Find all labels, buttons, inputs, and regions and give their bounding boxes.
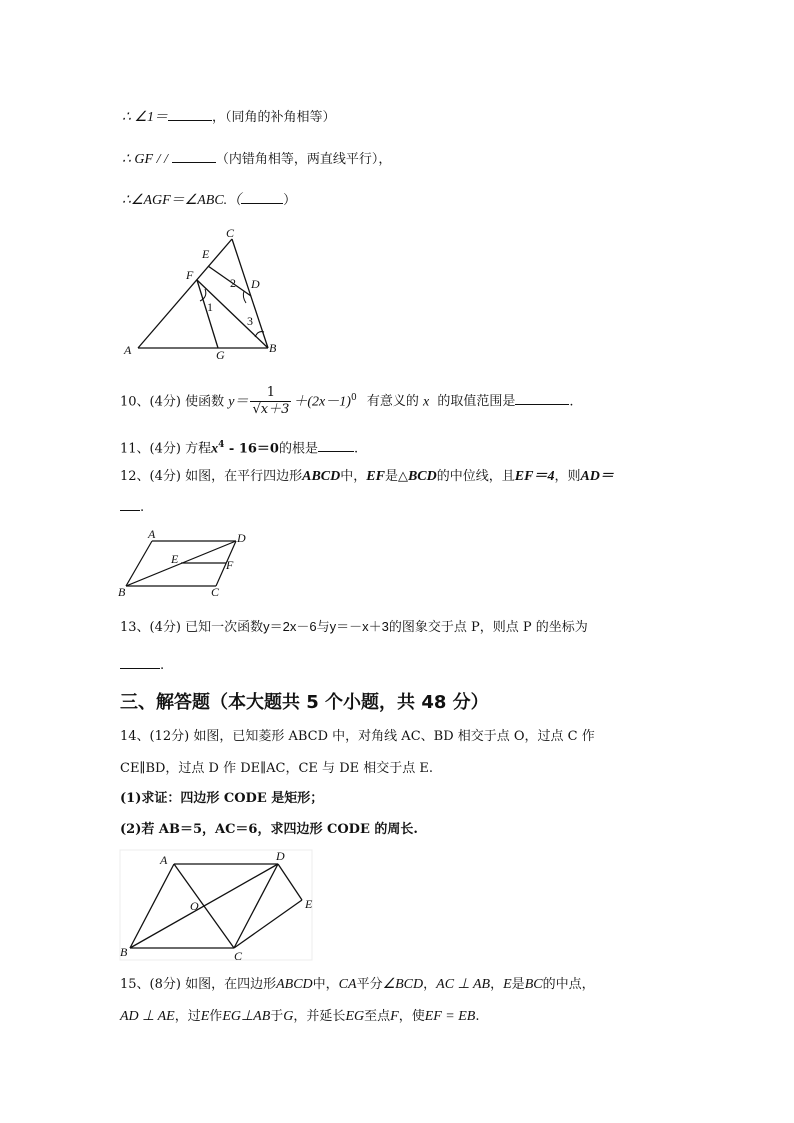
- point-label: B: [118, 585, 126, 599]
- point-label: A: [148, 527, 156, 541]
- sqrt-icon: √: [252, 402, 261, 418]
- question-15-line-1: 15、(8分) 如图，在四边形ABCD中，CA平分∠BCD，AC ⊥ AB，E是BC的中点，: [120, 977, 595, 992]
- question-13: 13、(4分) 已知一次函数y＝2x－6与y＝－x＋3的图象交于点 P，则点 P 的坐标为: [120, 619, 588, 635]
- proof-line-1: ∴ ∠1＝ ，（同角的补角相等）: [122, 110, 336, 125]
- section-heading: 三、解答题（本大题共 5 个小题，共 48 分）: [120, 692, 489, 713]
- point-label: E: [171, 552, 179, 566]
- question-10: 10、(4分) 使函数 y＝ $\frac{1}{√x+3}$ $+(2x-1)^0$ 有意义的 x 的取值范围是 .: [120, 385, 574, 418]
- point-label: A: [124, 343, 132, 357]
- point-label: D: [237, 531, 246, 545]
- point-label: D: [251, 277, 260, 291]
- figure-q9: [120, 225, 290, 365]
- question-14-line-1: 14、(12分) 如图，已知菱形 ABCD 中，对角线 AC、BD 相交于点 O，过点 C 作: [120, 729, 595, 744]
- answer-blank[interactable]: [172, 150, 216, 163]
- answer-blank[interactable]: [318, 439, 354, 452]
- point-label: C: [226, 226, 235, 240]
- answer-blank[interactable]: [168, 108, 212, 121]
- answer-blank[interactable]: [241, 191, 283, 204]
- angle-label: 2: [230, 276, 236, 290]
- point-label: B: [120, 945, 128, 959]
- answer-blank[interactable]: [515, 392, 569, 405]
- question-11: 11、(4分) 方程$x^4 - 16=0$的根是 .: [120, 440, 359, 457]
- question-14-part-1: (1)求证：四边形 CODE 是矩形；: [120, 791, 324, 806]
- figure-q12: [116, 528, 256, 600]
- point-label: O: [190, 899, 199, 913]
- point-label: F: [186, 268, 194, 282]
- point-label: A: [160, 853, 168, 867]
- question-14-part-2: (2)若 AB＝5，AC＝6，求四边形 CODE 的周长.: [120, 822, 418, 837]
- figure-q14: [116, 848, 316, 963]
- question-13-cont: .: [120, 656, 164, 675]
- question-14-line-2: CE∥BD，过点 D 作 DE∥AC，CE 与 DE 相交于点 E.: [120, 761, 433, 776]
- proof-line-3: ∴∠AGF＝∠ABC.（ ）: [122, 193, 297, 208]
- fraction: $\frac{1}{√x+3}$: [252, 385, 290, 418]
- point-label: D: [276, 849, 285, 863]
- question-12: 12、(4分) 如图，在平行四边形ABCD中，EF是△BCD的中位线，且EF＝4，则AD＝: [120, 469, 614, 484]
- answer-blank[interactable]: [120, 498, 140, 511]
- answer-blank[interactable]: [120, 656, 160, 669]
- question-12-cont: .: [120, 498, 144, 517]
- angle-label: 3: [247, 314, 253, 328]
- point-label: F: [226, 558, 234, 572]
- point-label: C: [234, 949, 243, 963]
- point-label: E: [202, 247, 210, 261]
- point-label: G: [216, 348, 225, 362]
- point-label: B: [269, 341, 277, 355]
- question-15-line-2: AD ⊥ AE，过E作EG⊥AB于G，并延长EG至点F，使EF = EB.: [120, 1009, 480, 1024]
- point-label: E: [305, 897, 313, 911]
- point-label: C: [211, 585, 220, 599]
- angle-label: 1: [207, 300, 213, 314]
- proof-line-2: ∴ GF / / （内错角相等，两直线平行），: [122, 152, 392, 167]
